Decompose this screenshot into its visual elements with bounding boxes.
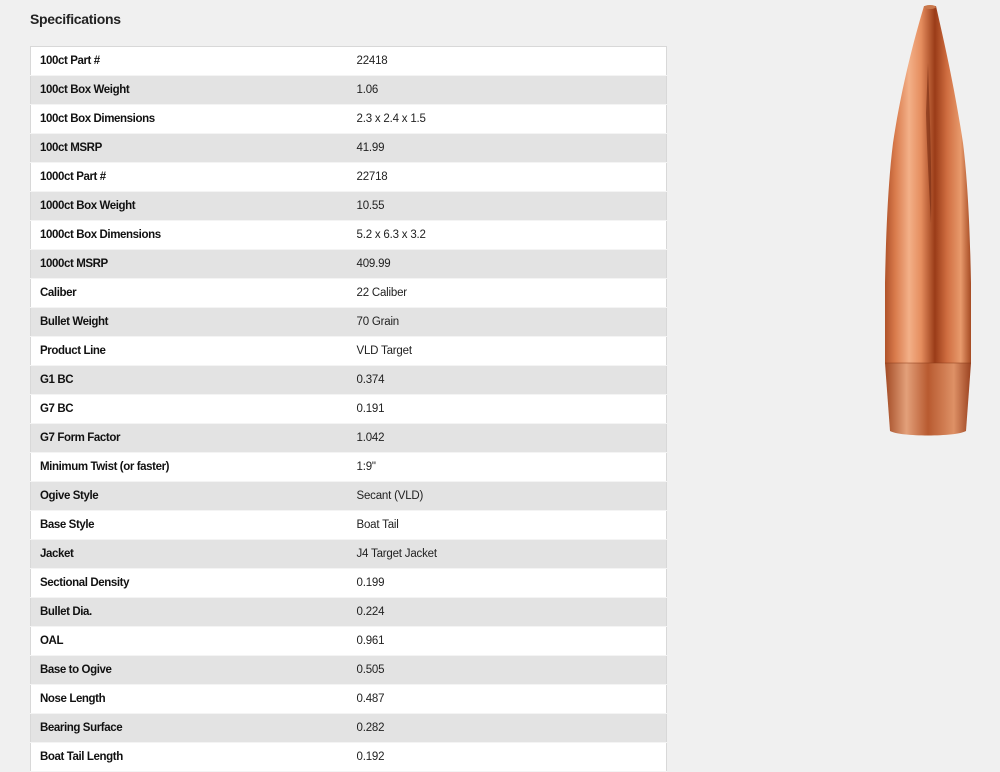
spec-label: 1000ct Box Dimensions xyxy=(31,221,348,250)
spec-label: OAL xyxy=(31,627,348,656)
spec-label: Nose Length xyxy=(31,685,348,714)
table-row xyxy=(31,627,667,656)
spec-label: Caliber xyxy=(31,279,348,308)
spec-value: 22418 xyxy=(348,47,667,76)
spec-value: Boat Tail xyxy=(348,511,667,540)
spec-label: Bearing Surface xyxy=(31,714,348,743)
table-row xyxy=(31,163,667,192)
spec-label: Jacket xyxy=(31,540,348,569)
spec-label: 1000ct MSRP xyxy=(31,250,348,279)
spec-label: Product Line xyxy=(31,337,348,366)
table-row xyxy=(31,366,667,395)
table-row xyxy=(31,134,667,163)
spec-label: Boat Tail Length xyxy=(31,743,348,772)
spec-value: Secant (VLD) xyxy=(348,482,667,511)
spec-value: 0.224 xyxy=(348,598,667,627)
spec-value: VLD Target xyxy=(348,337,667,366)
spec-value: 2.3 x 2.4 x 1.5 xyxy=(348,105,667,134)
spec-value: 0.961 xyxy=(348,627,667,656)
table-row xyxy=(31,395,667,424)
spec-value: 5.2 x 6.3 x 3.2 xyxy=(348,221,667,250)
spec-value: 0.191 xyxy=(348,395,667,424)
table-row xyxy=(31,743,667,772)
spec-label: G7 BC xyxy=(31,395,348,424)
spec-label: 100ct Box Weight xyxy=(31,76,348,105)
spec-value: 22718 xyxy=(348,163,667,192)
spec-value: 0.505 xyxy=(348,656,667,685)
spec-label: Bullet Dia. xyxy=(31,598,348,627)
table-row xyxy=(31,598,667,627)
spec-value: 1.042 xyxy=(348,424,667,453)
table-row xyxy=(31,540,667,569)
spec-value: 0.487 xyxy=(348,685,667,714)
table-row xyxy=(31,424,667,453)
spec-label: Base to Ogive xyxy=(31,656,348,685)
table-row xyxy=(31,308,667,337)
table-row xyxy=(31,337,667,366)
table-row xyxy=(31,685,667,714)
spec-label: Sectional Density xyxy=(31,569,348,598)
spec-value: 70 Grain xyxy=(348,308,667,337)
spec-value: 10.55 xyxy=(348,192,667,221)
table-row xyxy=(31,250,667,279)
spec-label: G1 BC xyxy=(31,366,348,395)
spec-value: 0.282 xyxy=(348,714,667,743)
table-row xyxy=(31,192,667,221)
spec-label: Ogive Style xyxy=(31,482,348,511)
spec-value: 22 Caliber xyxy=(348,279,667,308)
spec-label: 1000ct Box Weight xyxy=(31,192,348,221)
spec-value: 0.192 xyxy=(348,743,667,772)
table-row xyxy=(31,714,667,743)
spec-value: 41.99 xyxy=(348,134,667,163)
section-title: Specifications xyxy=(30,11,121,27)
table-row xyxy=(31,47,667,76)
spec-label: 100ct MSRP xyxy=(31,134,348,163)
spec-value: 0.199 xyxy=(348,569,667,598)
spec-label: G7 Form Factor xyxy=(31,424,348,453)
spec-value: 1.06 xyxy=(348,76,667,105)
spec-value: J4 Target Jacket xyxy=(348,540,667,569)
spec-value: 0.374 xyxy=(348,366,667,395)
table-row xyxy=(31,221,667,250)
table-row xyxy=(31,569,667,598)
table-row xyxy=(31,482,667,511)
spec-value: 1:9" xyxy=(348,453,667,482)
spec-label: Minimum Twist (or faster) xyxy=(31,453,348,482)
spec-value: 409.99 xyxy=(348,250,667,279)
table-row xyxy=(31,105,667,134)
table-row xyxy=(31,656,667,685)
bullet-icon xyxy=(878,3,982,441)
spec-label: Bullet Weight xyxy=(31,308,348,337)
spec-label: 100ct Box Dimensions xyxy=(31,105,348,134)
table-row xyxy=(31,453,667,482)
spec-label: 1000ct Part # xyxy=(31,163,348,192)
specifications-table xyxy=(30,46,667,772)
table-row xyxy=(31,511,667,540)
table-row xyxy=(31,76,667,105)
table-row xyxy=(31,279,667,308)
spec-label: 100ct Part # xyxy=(31,47,348,76)
spec-label: Base Style xyxy=(31,511,348,540)
